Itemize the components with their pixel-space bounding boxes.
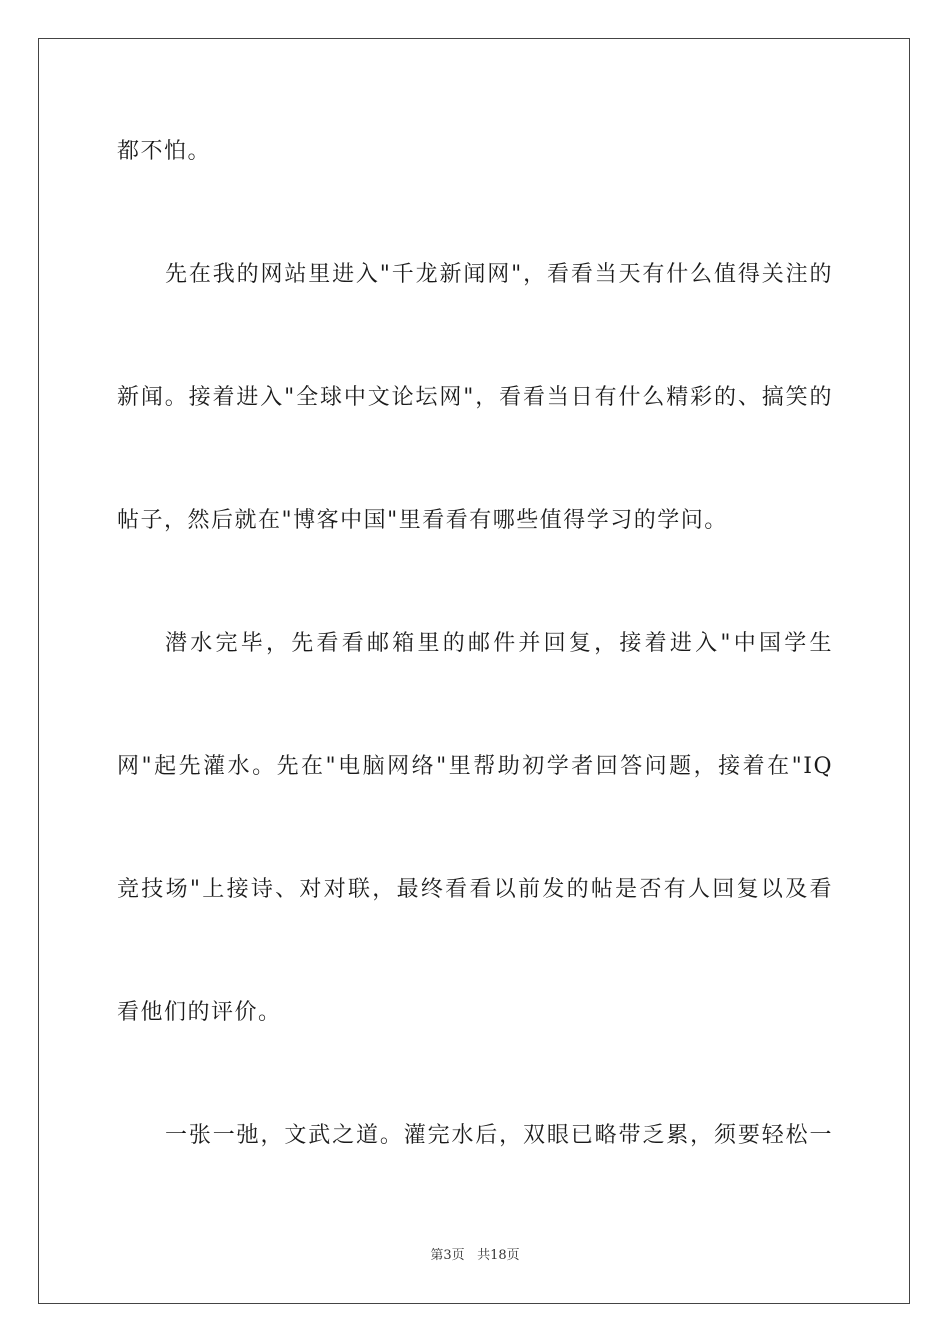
paragraph-line: 先在我的网站里进入"千龙新闻网"，看看当天有什么值得关注的 <box>165 262 833 287</box>
page-footer <box>0 1247 950 1265</box>
paragraph-line: 潜水完毕，先看看邮箱里的邮件并回复，接着进入"中国学生 <box>165 631 833 656</box>
page-border <box>38 38 910 1304</box>
paragraph-line: 新闻。接着进入"全球中文论坛网"，看看当日有什么精彩的、搞笑的 <box>117 385 833 410</box>
paragraph-line: 看他们的评价。 <box>117 1000 282 1025</box>
page-number: 第3页 <box>430 1248 465 1263</box>
paragraph-line: 都不怕。 <box>117 139 212 164</box>
paragraph-line: 一张一弛，文武之道。灌完水后，双眼已略带乏累，须要轻松一 <box>165 1123 833 1148</box>
paragraph-line: 网"起先灌水。先在"电脑网络"里帮助初学者回答问题，接着在"IQ <box>117 754 833 779</box>
paragraph-line: 帖子，然后就在"博客中国"里看看有哪些值得学习的学问。 <box>117 508 728 533</box>
page-total: 共18页 <box>477 1248 520 1263</box>
paragraph-line: 竞技场"上接诗、对对联，最终看看以前发的帖是否有人回复以及看 <box>117 877 833 902</box>
